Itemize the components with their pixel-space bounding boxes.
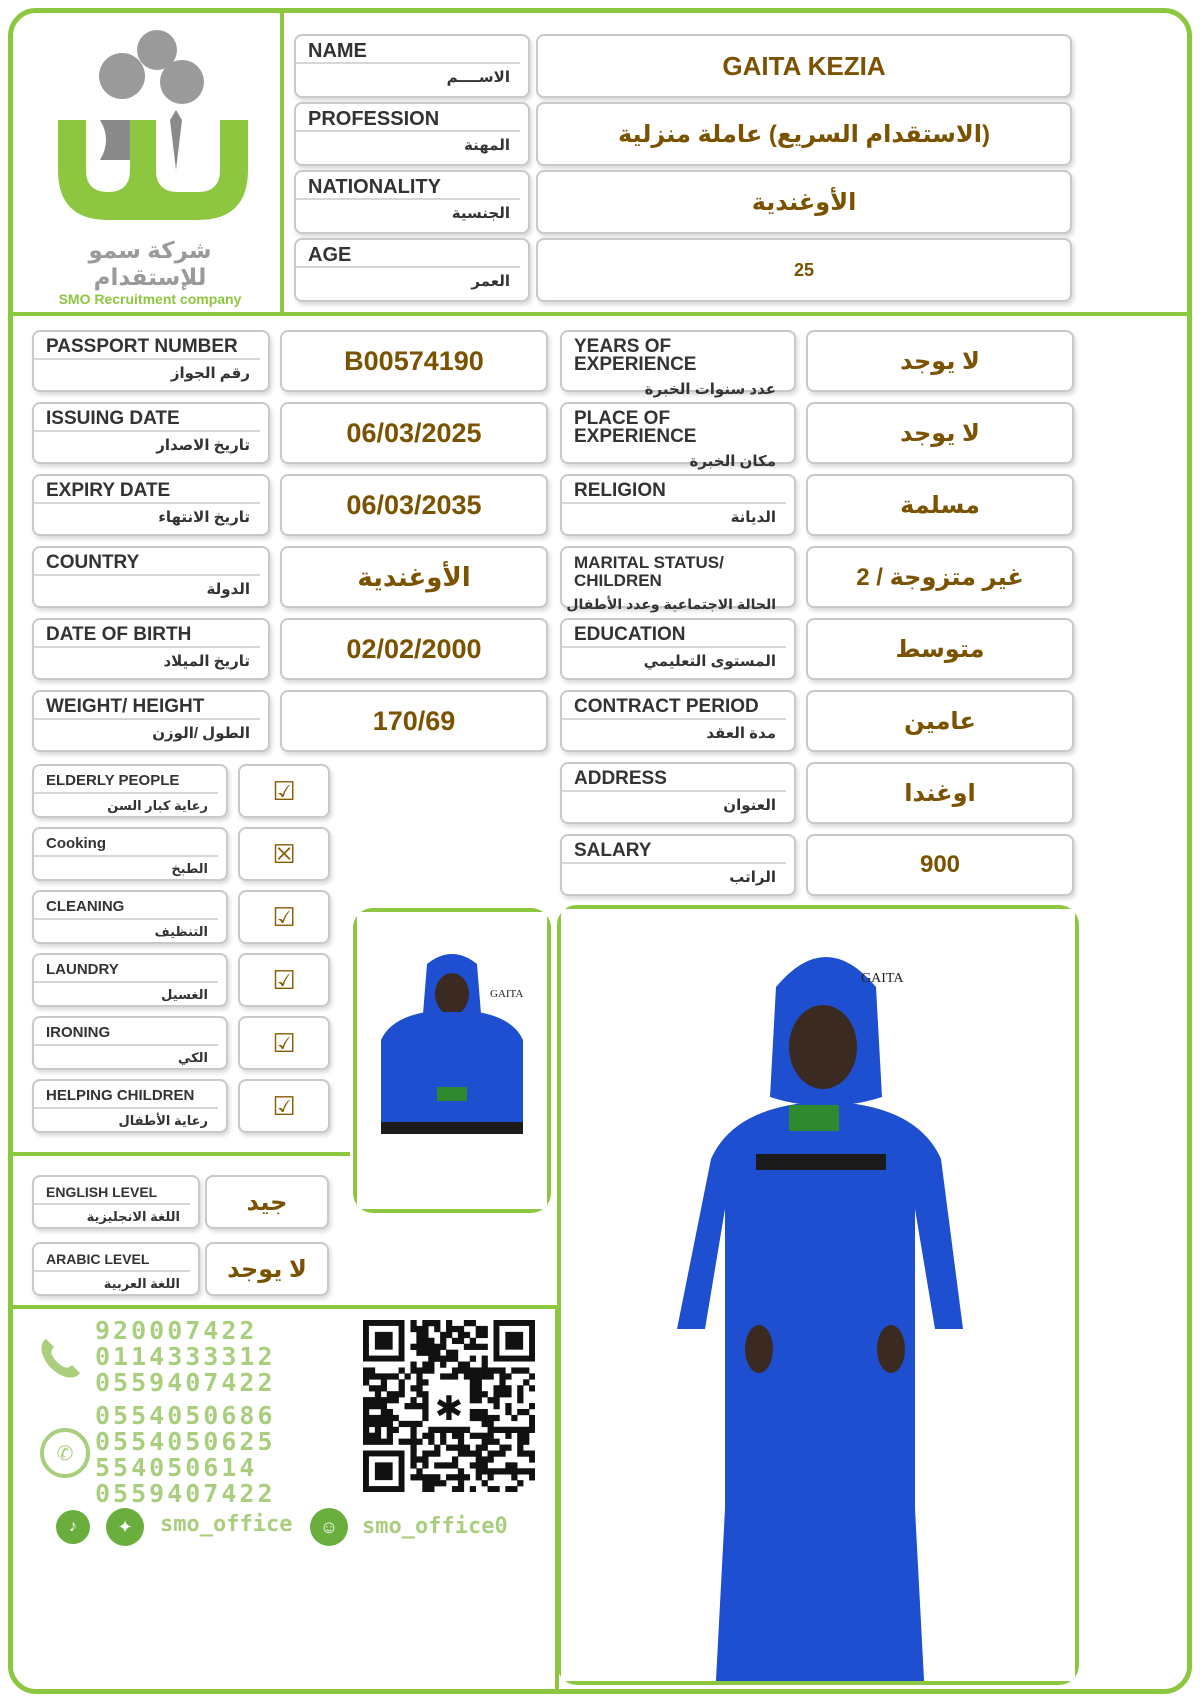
label-en: WEIGHT/ HEIGHT	[46, 696, 205, 717]
age-label	[294, 238, 530, 302]
label-ar: الطول /الوزن	[152, 725, 250, 742]
label-divider	[562, 862, 786, 864]
label-en: COUNTRY	[46, 552, 140, 573]
snapchat-icon[interactable]: ☺	[310, 1508, 348, 1546]
label-en: ENGLISH LEVEL	[46, 1184, 158, 1200]
whatsapp-number[interactable]: 0554050686	[95, 1401, 276, 1430]
whatsapp-icon: ✆	[40, 1428, 90, 1478]
ironing-checkbox[interactable]: ☑	[238, 1016, 330, 1070]
label-divider	[34, 430, 260, 432]
label-divider	[34, 574, 260, 576]
passport-number-label	[32, 330, 270, 392]
label-divider	[34, 1107, 218, 1109]
label-ar: رقم الجواز	[170, 365, 250, 382]
label-divider	[296, 130, 520, 132]
label-ar: اللغة الانجليزية	[86, 1209, 180, 1224]
label-divider	[34, 1270, 190, 1272]
label-en: PROFESSION	[308, 108, 440, 130]
company-logo	[30, 30, 270, 307]
passport-number-value: B00574190	[280, 330, 548, 392]
phone-number[interactable]: 0559407422	[95, 1368, 276, 1397]
company-name-ar: شركة سمو للإستقدام	[88, 237, 212, 290]
label-ar: اللغة العربية	[103, 1276, 180, 1291]
label-en: ISSUING DATE	[46, 408, 180, 429]
label-ar: تاريخ الاصدار	[156, 437, 250, 454]
photo-small-frame	[353, 908, 551, 1213]
label-ar: الغسيل	[161, 987, 208, 1002]
whatsapp-number[interactable]: 554050614	[95, 1453, 258, 1482]
years-of-experience-value: لا يوجد	[806, 330, 1074, 392]
label-en: MARITAL STATUS/ CHILDREN	[574, 553, 724, 590]
english-level-value: جيد	[205, 1175, 329, 1229]
label-divider	[34, 855, 218, 857]
label-en: SALARY	[574, 840, 652, 861]
social-handle-1[interactable]: smo_office	[160, 1512, 293, 1537]
label-ar: المهنة	[464, 137, 510, 154]
label-divider	[34, 1203, 190, 1205]
label-divider	[34, 646, 260, 648]
label-en: PASSPORT NUMBER	[46, 336, 238, 357]
label-divider	[296, 62, 520, 64]
cleaning-label	[32, 890, 228, 944]
label-ar: مدة العقد	[706, 725, 776, 742]
photo-large	[561, 909, 1075, 1681]
elderly-care-checkbox[interactable]: ☑	[238, 764, 330, 818]
weight-height-value: 170/69	[280, 690, 548, 752]
label-divider	[296, 198, 520, 200]
label-ar: العمر	[471, 273, 510, 290]
label-divider	[34, 792, 218, 794]
company-name-en: SMO Recruitment company	[58, 291, 242, 307]
salary-label	[560, 834, 796, 896]
logo-figures-icon	[30, 30, 270, 230]
phone-number[interactable]: 920007422	[95, 1316, 258, 1345]
expiry-date-value: 06/03/2035	[280, 474, 548, 536]
label-ar: المستوى التعليمي	[643, 653, 776, 670]
education-value: متوسط	[806, 618, 1074, 680]
label-divider	[34, 718, 260, 720]
divider-skills	[12, 1152, 350, 1156]
address-label	[560, 762, 796, 824]
label-divider	[562, 502, 786, 504]
divider-header	[12, 312, 1192, 316]
profession-label	[294, 102, 530, 166]
label-en: IRONING	[46, 1024, 111, 1041]
phone-number[interactable]: 0114333312	[95, 1342, 276, 1371]
label-en: NAME	[308, 40, 367, 62]
label-en: ELDERLY PEOPLE	[46, 772, 180, 789]
label-ar: عدد سنوات الخبرة	[644, 381, 776, 398]
place-of-experience-value: لا يوجد	[806, 402, 1074, 464]
photo-small	[357, 912, 547, 1209]
photo-small-caption: GAITA	[490, 988, 524, 1000]
phone-numbers	[95, 1318, 276, 1396]
english-level-label	[32, 1175, 200, 1229]
label-en: Cooking	[46, 835, 106, 852]
religion-label	[560, 474, 796, 536]
contract-period-value: عامين	[806, 690, 1074, 752]
label-en: YEARS OF EXPERIENCE	[574, 336, 697, 375]
label-ar: تاريخ الانتهاء	[158, 509, 250, 526]
arabic-level-label	[32, 1242, 200, 1296]
label-divider	[296, 266, 520, 268]
place-of-experience-label	[560, 402, 796, 470]
label-ar: الطبخ	[171, 861, 208, 876]
label-ar: تاريخ الميلاد	[163, 653, 250, 670]
country-label	[32, 546, 270, 608]
marital-status-label	[560, 546, 796, 612]
years-of-experience-label	[560, 330, 796, 398]
nationality-label	[294, 170, 530, 234]
religion-value: مسلمة	[806, 474, 1074, 536]
marital-status-value: غير متزوجة / 2	[806, 546, 1074, 608]
label-en: CONTRACT PERIOD	[574, 696, 759, 717]
label-divider	[34, 502, 260, 504]
label-en: LAUNDRY	[46, 961, 119, 978]
label-en: ARABIC LEVEL	[46, 1251, 150, 1267]
label-ar: الراتب	[729, 869, 776, 886]
label-ar: الجنسية	[451, 205, 510, 222]
helping-children-label	[32, 1079, 228, 1133]
qr-code[interactable]	[363, 1320, 535, 1492]
weight-height-label	[32, 690, 270, 752]
contract-period-label	[560, 690, 796, 752]
svg-text:✱: ✱	[434, 1390, 464, 1428]
twitter-icon[interactable]: ✦	[106, 1508, 144, 1546]
laundry-checkbox[interactable]: ☑	[238, 953, 330, 1007]
label-divider	[562, 718, 786, 720]
label-divider	[34, 1044, 218, 1046]
whatsapp-numbers	[95, 1403, 276, 1507]
laundry-label	[32, 953, 228, 1007]
label-en: NATIONALITY	[308, 176, 441, 198]
label-ar: الديانة	[730, 509, 776, 526]
expiry-date-label	[32, 474, 270, 536]
divider-contacts	[12, 1305, 557, 1309]
address-value: اوغندا	[806, 762, 1074, 824]
label-divider	[562, 790, 786, 792]
label-divider	[34, 918, 218, 920]
name-value: GAITA KEZIA	[536, 34, 1072, 98]
whatsapp-number[interactable]: 0554050625	[95, 1427, 276, 1456]
label-ar: العنوان	[723, 797, 776, 814]
photo-large-frame	[557, 905, 1079, 1685]
label-ar: الحالة الاجتماعية وعدد الأطفال	[566, 596, 776, 612]
helping-children-checkbox[interactable]: ☑	[238, 1079, 330, 1133]
label-en: CLEANING	[46, 898, 125, 915]
label-divider	[34, 358, 260, 360]
education-label	[560, 618, 796, 680]
date-of-birth-value: 02/02/2000	[280, 618, 548, 680]
issuing-date-label	[32, 402, 270, 464]
label-en: EDUCATION	[574, 624, 686, 645]
label-ar: رعاية كبار السن	[107, 798, 208, 813]
issuing-date-value: 06/03/2025	[280, 402, 548, 464]
ironing-label	[32, 1016, 228, 1070]
photo-large-caption: GAITA	[861, 971, 904, 986]
date-of-birth-label	[32, 618, 270, 680]
label-ar: الكي	[177, 1050, 208, 1065]
label-ar: مكان الخبرة	[689, 453, 776, 470]
whatsapp-number[interactable]: 0559407422	[95, 1479, 276, 1508]
tiktok-icon[interactable]: ♪	[56, 1510, 90, 1544]
label-en: EXPIRY DATE	[46, 480, 171, 501]
divider-logo	[280, 12, 284, 314]
label-ar: الاســــم	[446, 69, 510, 86]
label-en: HELPING CHILDREN	[46, 1087, 195, 1104]
label-en: PLACE OF EXPERIENCE	[574, 408, 697, 447]
arabic-level-value: لا يوجد	[205, 1242, 329, 1296]
cleaning-checkbox[interactable]: ☑	[238, 890, 330, 944]
name-label	[294, 34, 530, 98]
nationality-value: الأوغندية	[536, 170, 1072, 234]
label-en: AGE	[308, 244, 352, 266]
label-ar: الدولة	[206, 581, 250, 598]
label-en: ADDRESS	[574, 768, 667, 789]
age-value: 25	[536, 238, 1072, 302]
salary-value: 900	[806, 834, 1074, 896]
label-divider	[562, 646, 786, 648]
country-value: الأوغندية	[280, 546, 548, 608]
label-en: RELIGION	[574, 480, 666, 501]
cooking-label	[32, 827, 228, 881]
label-divider	[34, 981, 218, 983]
profession-value: (الاستقدام السريع) عاملة منزلية	[536, 102, 1072, 166]
phone-icon	[38, 1335, 84, 1381]
label-ar: رعاية الأطفال	[118, 1113, 208, 1128]
label-ar: التنظيف	[154, 924, 208, 939]
cooking-checkbox[interactable]: ☒	[238, 827, 330, 881]
label-en: DATE OF BIRTH	[46, 624, 192, 645]
elderly-care-label	[32, 764, 228, 818]
social-handle-2[interactable]: smo_office0	[362, 1514, 508, 1539]
